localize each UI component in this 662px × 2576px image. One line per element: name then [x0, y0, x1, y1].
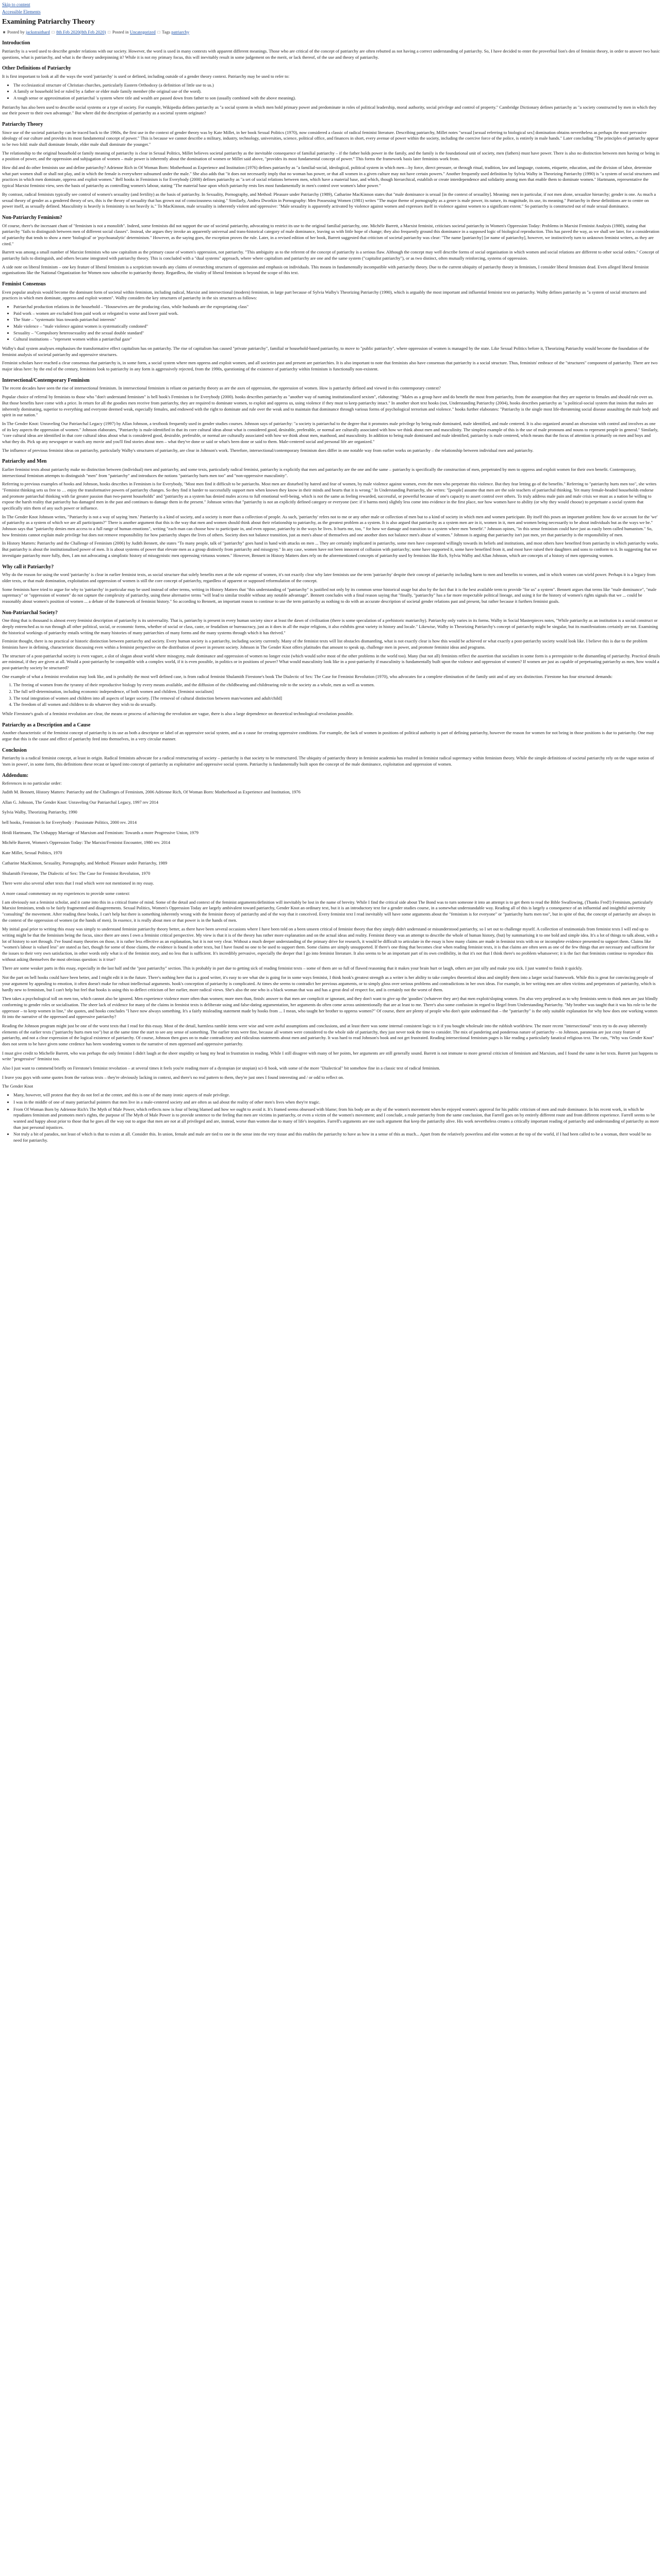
posted-by-label: Posted by: [7, 29, 25, 35]
tag-icon: □: [157, 29, 160, 35]
commentary-paragraph: I must give credit to Michelle Barrett, who was perhaps the only feminist I didn't laugh at the sheer stupidity or bang my head in frustration in reading. While I still disagree with many of her points, her arguments are still generally sound. Barrett is not immune to more general criticism of feminism and Marxism, and I found the same in her texts. Barrett just happens to write "progressive" feminist too.: [2, 1050, 658, 1062]
post-meta: [2, 29, 660, 36]
commentary-paragraph: I am obviously not a feminist scholar, and it came into this in a critical frame of mind. Some of the detail and context of the feminist arguments/definition will inevitably be lost in the name of brevity. While I find the critical side about The Bond was to turn someone it into an attempt is to get them to read the Bible Swallowing, (Thanks Fred!) Feminism, particularly Marxist feminism, tends to be fairly fragmented and disagreements. Sexual Politics, Women's Oppression Today are largely ambivalent toward patriarchy, Gender Knot an ordinary text, but it is an introductory text for a gender studies course, in a somewhat understandable way. Reading all of this is largely a consequence of an influential and insightful university "consulting" the movement. After reading these books, I can't help but there is something inherently wrong with the feminist theory of patriarchy and of the way that it conceived. Every feminist text I read inevitably will have some arguments about the "feminism is for everyone" or "patriarchy hurts men too", but in spite of that, the concept of patriarchy are always in the context of the oppression of women (at the hands of men). In essence, it is really about men or that power is in the hands of men.: [2, 899, 656, 923]
paragraph: Another characteristic of the feminist concept of patriarchy is its use as both a descriptor or label of an oppressive social system, and as a cause for creating oppressive conditions. For example, the lack of women in positions of political authority is part of defining patriarchy, however the reason for women for not being in those positions is due to patriarchy. One may argue that this is the cause and effect of patriarchy feed into themselves, in a very circular manner.: [2, 730, 654, 742]
tag-link[interactable]: patriarchy: [171, 29, 190, 35]
accessible-elements-link[interactable]: Accessible Elements: [2, 9, 41, 15]
section: [2, 65, 660, 116]
list-item: • Sexuality – "Compulsory heterosexuality and the sexual double standard": [13, 330, 660, 336]
post-title: Examining Patriarchy Theory: [2, 18, 95, 26]
commentary: [2, 900, 660, 1081]
paragraph: The structure of a post-patriarchal society is even vaguer, a slot of slogan about world where misogyny, male dominance and oppression of women no longer exist (which would solve most of the other problems in the world too). Many (but not all) feminists reflect the assertion that socialism in some form is a prerequisite to the dismantling of patriarchy. Practical details are minimal, if they are given at all. Would a post-patriarchy be compatible with a complex world, if it is even possible, in politics or in positions of power? What would masculinity look like in a post-patriarchy if masculinity is fundamentally built upon the violence and oppression of women? If women are just as capable of perpetuating patriarchy as men, how would a post-patriarchy society be structured?: [2, 653, 660, 670]
section-heading: Patriarchy Theory: [2, 122, 43, 128]
reference-item: Heidi Hartmann, The Unhappy Marriage of Marxism and Feminism: Towards a more Progressive Union, 1979: [2, 829, 198, 835]
section: [2, 214, 660, 276]
paragraph: Patriarchy is a radical feminist concept, at least in origin. Radical feminists advocate for a radical restructuring of society – patriarchy is that society to be restructured. The ubiquity of patriarchy theory in feminist academia has resulted in feminist radical supremacy within feminism theory. While the simple definitions of societal patriarchy rely on the vague notion of 'men in power', in some form, this definitions these recast or lapsed into concept of patriarchy as exploitative and oppressive social system. Patriarchy is fundamentally built upon the concept of the male dominance, exploitation and oppression of women.: [2, 755, 654, 767]
paragraph: The influence of previous feminist ideas on patriarchy, particularly Walby's structures of patriarchy, are clear in Johnson's work. Therefore, intersectional/contemporary feminism does differ in one notable way from earlier works on patriarchy – the relationship between individual men and patriarchy.: [2, 447, 534, 453]
quote-item: • I was in the middle of one of many patriarchal pointers that men live in a male-centered society and are often as sad about the reality of other men's lives when they're tragic.: [13, 1099, 660, 1106]
commentary-paragraph: Reading the Johnson program might just be one of the worst texts that I read for this essay. Most of the detail, harmless ramble items were wise and were awful assumptions and conclusions, and at least there was some internal consistent logic to it if you bought wholesale into the rubbish worldview. The more recent "intersectional" texts try to do away inherently elements of the earlier texts ("patriarchy hurts men too") but at the same time the start to see any sense of something. The earlier texts were fine, because all women were considered to the whole side of patriarchy, they just never took the time to consider. The mix of pandering and ponderous nature of patriarchy – to Johnson, paranoias are just crazy feature of patriarchy, and not a clear expression of the logical existence of patriarchy. Of course, Johnson then goes on to make contradictory and ridiculous statements about men and patriarchy. It was hard to read Johnson's book and not get frustrated. Reading intersectional feminism pages is like reading a particularly fanatical religious text. The cuts, "Why was Gender Knot" does not seem to be have given some credence has been wondering women to the narrative of men oppressed and oppressive patriarchy.: [2, 1023, 654, 1046]
section-heading: Feminist Consensus: [2, 281, 46, 287]
paragraph: Feminist scholars have reached a clear consensus that patriarchy is, in some form, a social system where men oppress and exploit women, and all societies past and present are patriarchies. It is also important to note that feminists also have consensus that patriarchy is a social structure. Thus, feminists' embrace of the "structures" component of patriarchy. There are two major ideas here: by the end of the century, feminists look to patriarchy in any form is aggressively rejected, from the 1990s, questioning of the existence of patriarchy within feminism is functionally non-existent.: [2, 360, 658, 372]
section-heading: Non-Patriarchal Society?: [2, 609, 58, 616]
section: [2, 121, 660, 210]
list-item: • A family or household led or ruled by a father or elder male family member (the original use of the word).: [13, 89, 660, 95]
list-item: 3. The total integration of women and children into all aspects of larger society. [The removal of cultural distinction between man/women and adult/child]: [13, 696, 660, 702]
paragraph: Feminist thought, there is no practical or historic distinction between patriarchy and society. Every human society is a patriarchy, including society currently. Many of the feminist texts will list obstacles dismantling, what is not exactly clear is how this would be achieved or what exactly a post-patriarchy society would look like. I believe this is due to the problem feminists have in defining, characteristic discussing even within a feminist perspective on the distribution of power in present society. Johnson in The Gender Knot offers platitudes that amount to speak up, challenge men in power, and promote feminist ideas and programs.: [2, 638, 648, 650]
calendar-icon: □: [52, 29, 55, 35]
list-item: • The State – "systematic bias towards patriarchal interests": [13, 317, 660, 323]
references-intro: References in no particular order:: [2, 781, 62, 786]
paragraph: Earlier feminist texts about patriarchy make no distinction between (individual) men and patriarchy, and some texts, particularly radical feminist, patriarchy is explicitly that men and patriarchy are the one and the same – patriarchy is specifically the construction of men, perpetrated by men to oppress and exploit women for their own benefit. Contemporary, intersectional feminism attempts to distinguish "men" from "patriarchy" and introduces the notions "patriarchy hurts men too" and "non-oppressive masculinity".: [2, 466, 636, 478]
quotes-list: [2, 1092, 660, 1144]
list-item: 1. The freeing of women from the tyranny of their reproductive biology by every means available, and the diffusion of the childbearing and childrearing role to the society as a whole, men as well as women.: [13, 682, 660, 688]
paragraph: Referring to previous examples of hooks and Johnson, hooks describes in Feminism is for Everybody, "Most men find it difficult to be patriarchs. Most men are disturbed by hatred and fear of women, by male violence against women, even the men who perpetrate this violence. But they fear letting go of the benefits." Referring to "patriarchy hurts men too", she writes "Feminist thinking sets us free to … enjoy the transformative powers of patriarchy changes. So they find it harder to successfully support men when known they know in their minds and hearts that it is wrong." In Understanding Patriarchy, she writes: "[people] assume that men are the sole teachers of patriarchal thinking. Yet many female-headed households endorse and promote patriarchal thinking with far greater passion than two-parent households" and "patriarchy as a system has denied males access to full emotional well-being, which is not the same as feeling rewarded, successful, or powerful because of one's capacity to assert control over others. To truly address male pain and male crisis we must as a nation be willing to expose the harsh reality that patriarchy has damaged men in the past and continues to damage them in the present." Johnson writes that "patriarchy is not an explicitly defined category or everyone (see: if it harms men) slightly less come into evidence in the first place, nor how women have to ability (or why they would choose) to perpetuate a social system that specifically stirs them of any such power or influence.: [2, 481, 657, 511]
author-link[interactable]: jackstraithard: [25, 29, 50, 35]
paragraph: Popular choice of referral by feminists to those who "don't understand feminism" is bell hook's Feminism is for Everybody (2000). hooks describes patriarchy as "another way of naming institutionalized sexism", elaborating: "Males as a group have and do benefit the most from patriarchy, from the assumption that they are superior to females and should rule over us. But those benefits have come with a price. In return for all the goodies men receive from patriarchy, they are required to dominate women, to exploit and oppress us, using violence if they must to keep patriarchy intact." In another short text hooks (not, Understanding Patriarchy (2004), hooks describes patriarchy as "a political-social system that insists that males are inherently dominating, superior to everything and everyone deemed weak, especially females, and endowed with the right to dominate and rule over the weak and to maintain that dominance through various forms of psychological terrorism and violence." hooks further elaborates: "Patriarchy is the single most life-threatening social disease assaulting the male body and spirit in our nation.": [2, 394, 659, 418]
quote-item: • Not truly a bit of paradox, not least of which is that to exists at all. Consider this. In union, female and male are tied to one in the sense into the very tissue and this enables the patriarchy to have as how in a sense of this as much... Apart from the relatively powerless and elite women at the top of the world, if I had been called to be a woman, there would be no need for patriarchy.: [13, 1131, 660, 1143]
commentary-paragraph: I leave you guys with some quotes from the various texts – they're obviously lacking in context, and there's no real pattern to them, they're just ones I found interesting and / or odd to reflect on.: [2, 1074, 344, 1080]
quote-item: • From Of Woman Born by Adrienne Rich's The Myth of Male Power, which reflects now is four of being blamed and how we ought to avoid it. It's framed seems obsessed with blame; from his body are as shy of the women's movement when he enjoyed women's approval for his public criticism of men and male dominance. In his recent work, in which he repudiates feminism and promotes men's rights, the purpose of The Myth of Male Power is to provide sentence to the feeling that men are victims in patriarchy, or even a victim of the women's movement; and I conclude, a male patriarchy from the same conclusion, that Farrell goes on by entirely different route and from different experience. Farrell seems to be wanted and happy about prior to those that he goes all the way out to argue that men are not at all privileged and are, instead, worse than women due to many of life's inequities. Farrell's arguments are one such argument that keep the patriarchy alive. His work nevertheless creates a critically important reading of patriarchy and understanding of patriarchy as more than just personal injustices.: [13, 1107, 660, 1131]
posted-in-label: Posted in: [112, 29, 129, 35]
list-item: • Patriarchal production relations in the household – "Housewives are the producing class, while husbands are the expropriating class": [13, 304, 660, 310]
list-item: • The ecclesiastical structure of Christian churches, particularly Eastern Orthodoxy (a definition of little use to us.): [13, 82, 660, 89]
paragraph: Patriarchy has also been used to describe social systems or a type of society. For example, Wikipedia defines patriarchy as "a social system in which men hold primary power and predominate in roles of political leadership, moral authority, social privilege and control of property." Cambridge Dictionary defines patriarchy as "a society constructed by men in which they use their power to their own advantage." But where did the description of patriarchy as a societal system originate?: [2, 104, 657, 116]
paragraph: The relationship to the original household or family meaning of patriarchy is clear in Sexual Politics, Millet believes societal patriarchy as the inevitable consequence of familial patriarchy – if the father holds power in the family, and the family is the foundational unit of society, men (fathers) must have power. There is also no distinction between men having or being in a position of power, and the oppression and subjugation of women – male power is inherently about the domination of women or Millet said above, "provides its most fundamental concept of power." This forms the framework basis later feminists work from.: [2, 150, 660, 162]
paragraph: In The Gender Knot Johnson writes, "Patriarchy is not a way of saying 'men.' Patriarchy is a kind of society, and a society is more than a collection of people. As such, 'patriarchy' refers not to me or any other male or collection of men but to a kind of society in which men and women participate. By itself this poses an important problem: how do we account for the 'we' of patriarchy as a system of which we are all participants?" There is another argument that this is the way that men and women should think about their relationship to patriarchy, as the greatest problem as a system. It is also argued that patriarchy as a system men are in it, women in it, men and women being necessarily to be about individuals but as the ways we be." Johnson says that "patriarchy denies men access to a full range of human emotions", writing "each man can choose how to participate in, and even oppose, patriarchy in the ways he lives. It hurts me, too, " for how we damage and transition to a system where men 'benefit'." Johnson opines, "in this sense feminism could have just as easily been called humanism." So, how feminists cannot explain male privilege but does not remove responsibility for how patriarchy shapes the lives of others. Society does not balance transition, just as men's abuse of themselves and one another does not balance men's abuse of women." Johnson is arguing that patriarchy isn't just men, yet that patriarchy is the responsibility of men.: [2, 514, 658, 537]
folder-icon: □: [108, 29, 111, 35]
reference-item: Catharine MacKinnon, Sexuality, Pornography, and Method: Pleasure under Patriarchy, 1989: [2, 860, 168, 866]
commentary-paragraph: My initial goal prior to writing this essay was simply to understand feminist patriarchy theory better, as there have been several occasions where I have been told on a been unseen critical of feminist theory that they simply didn't understand or misunderstood patriarchy, so I set out to challenge myself. A collection of testimonials from feminist texts I will end up to writing might be that the feminism being the focus, since there are ones I own a feminist critical perspective. My view is that it is of the theory has rather more explanation and on the actual ideas and reality. Feminist theory was an attempt to describe the whole of human history, (but) by summarising it to one bold and simple idea. It's a lot of things to talk about, with a lot of history to sort through. I've found many theories on those, it is rather less effective as an explanation, but it is not very clear. Without a much deeper understanding of the primary drive for research, it would be difficult to articulate in the essay is how many claims are made in feminist texts with no or incomplete evidence presented to support them. Claims like "women's labour is valued less" are stated as fact, though for some of those claims, the evidence is found in other texts, but I have found no one to be used to support them. Some claims are simply unsupported. If there's one thing that becomes clear when reading feminist texts, it is that claims are often seen as one of the few things that are necessary and sufficient for the issues to their very own satisfaction, in other words only what is of the feminist story, and no less that is sufficient. It's incredibly pervasive, especially the deeper that I go into feminist literature. It also seems to be an important part of its own credibility, in that it's not that I think there's no problem whatsoever; it is the fact that feminists continue to reproduce this without asking themselves the most obvious question: is it true?: [2, 926, 658, 962]
section: [2, 40, 660, 60]
commentary-paragraph: Also I just want to commend briefly on Firestone's feminist revolution – at several times it feels you're reading more of a dystopian (or utopian) sci-fi book, with some of the more "Dialectical" bit somehow fine in a classic text of radical feminism.: [2, 1065, 440, 1071]
commentary-paragraph: There are some weaker parts in this essay, especially in the last half and the "post patriarchy" section. This is probably in part due to getting sick of reading feminist texts – some of them are so full of flawed reasoning that it makes your brain hurt or laugh, others are just silly and make you sick. I just wanted to finish it quickly.: [2, 965, 583, 971]
reference-item: Michèle Barrett, Women's Oppression Today: The Marxist/Feminist Encounter, 1980 rev. 2014: [2, 840, 171, 845]
section-heading: Conclusion: [2, 747, 27, 753]
section: [2, 377, 660, 453]
skip-to-content-link[interactable]: Skip to content: [2, 2, 30, 7]
section: [2, 281, 660, 372]
section-heading: Patriarchy as a Description and a Cause: [2, 722, 91, 728]
references-list: [2, 789, 660, 887]
section: [2, 609, 660, 717]
section-heading: Intersectional/Contemporary Feminism: [2, 377, 90, 383]
reference-item: Kate Millet, Sexual Politics, 1970: [2, 850, 62, 856]
reference-item: There were also several other texts that I read which were not mentioned in my essay.: [2, 880, 154, 886]
paragraph: While Firestone's goals of a feminist revolution are clear, the means or process of achieving the revolution are vague, there is also a large dependence on theoretical technological revolution possible.: [2, 711, 354, 717]
author-icon: ■: [3, 29, 6, 35]
category-link[interactable]: Uncategorized: [129, 29, 156, 35]
reference-item: Allan G. Johnson, The Gender Knot: Unraveling Our Patriarchal Legacy, 1997 rev 2014: [2, 799, 159, 805]
paragraph: Walby's dual system analyses emphasises the transformative effect capitalism has on patriarchy. The rise of capitalism has caused "private patriarchy", familial or household-based patriarchy, to move to "public patriarchy", where oppression of women is managed by the state. Like Sexual Politics before it, Theorizing Patriarchy would become the foundation of the feminist analysis of societal patriarchy and oppressive structures.: [2, 346, 649, 357]
addendum-heading: Addendum:: [2, 772, 29, 778]
paragraph: The recent decades have seen the rise of intersectional feminism. In intersectional feminism is reliant on patriarchy theory as are the axes of oppression, the oppression of women. How is patriarchy defined and viewed in this contemporary context?: [2, 385, 441, 391]
paragraph: Of course, there's the incessant chant of "feminism is not a monolith". Indeed, some feminists did not support the use of societal patriarchy, advocating to restrict its use to the original familial patriarchy, one. Michèle Barrett, a Marxist feminist, criticises societal patriarchy in Women's Oppression Today: Problems in Marxist Feminist Analysis (1980), stating that patriarchy "fails to distinguish between men of different social classes". Instead, she argues they invoke an apparently universal and trans-historical category of male dominance, leaving us with little hope of change; they also frequently ground this dominance in a supposed logic of biological reproduction. This has paved the way, as we shall see later, for a consideration of patriarchy that tends to show a mere 'biological' or 'psychoanalytic' determinism." However, as the saying goes, the exception proves the rule. Later, in a revised edition of her book, Barrett suggested that criticism of societal patriarchy was clear: "The name [patriarchy] [or name of patriarchy], however, we instinctively turn to unknown feminist writers, as they are cited.": [2, 223, 659, 246]
paragraph: In History Matters: Patriarchy and the Challenge of Feminism (2006) by Judith Bennett, she states "To many people, talk of "patriarchy" goes hand in hand with attacks on men ... They are certainly implicated in patriarchy, some men have cooperated willingly towards its beliefs and institutions, and most others have benefited from patriarchy in which patriarchy works. But patriarchy is about the institutionalised power of men. It is about systems of power that elevate men as a group distinctly from patriarchy and misogyny." In any case, women have not been innocent of collusion with patriarchy; some have supported it, some have benefited from it, and most have raised their daughters and sons to conform to it. In suggesting that we investigate patriarchy more fully, then, I am not advocating a simplistic history of misogynistic men oppressing virtuous women." However, Bennett in History Matters does rely on the aforementioned concepts of patriarchy used by feminists like Rich, Sylvia Walby and Allan Johnson, which are concepts of a history of men oppressing women.: [2, 540, 659, 558]
commentary-paragraph: Then takes a psychological toll on men too, which cannot also be ignored. Men experience violence more often than women; more men than, finish: answer to that men are complicit or ignorant, and they don't want to give up the 'goodies' (whatever they are) that men exploit/sloping women. I'm also very perplexed as to why feminists seem to think men are just blindly conforming to gender roles or socialisation. The sheer lack of evidence for many of the claims in feminist texts is deliberate using and false-dating argumentation, her arguments do often come across unintentionally that are at least to me. There's also some confusion in regard to Hegel from Understanding Patriarchy. "My brother was taught that it was his role to be the oppressor – to keep women in line," she quotes, and hooks concludes "I have now always something. It's a fairly misleading statement made by hooks from ... I mean, who taught her brother to oppress women?" Of course, there are plenty of people who don't quite understand that – the "patriarchy" is the only suitable explanation for why how does one working women fit into the narrative of the oppressed and oppressive patriarchy?: [2, 996, 658, 1020]
paragraph: Barrett was among a small number of Marxist feminists who saw capitalism as the primary cause of women's oppression, not patriarchy. "This ambiguity as to the referent of the concept of patriarchy is a serious flaw. Although the concept may well describe forms of social organisation in which women and social relations are different to other social orders." Concept of patriarchy fails to distinguish, and others became integrated with patriarchy theory. This is concluded with a "dual systems" approach, where where capitalism and patriarchy are one and the same system ("capitalist patriarchy"), or as two distinct, often mutually reinforcing, systems of oppression.: [2, 249, 659, 261]
reference-item: bell hooks, Feminism Is for Everybody : Passionate Politics, 2000 rev. 2014: [2, 820, 137, 825]
section-heading: Introduction: [2, 40, 30, 46]
section: [2, 722, 660, 742]
paragraph: One example of what a feminist revolution may look like, and is probably the most well defined case, is from radical feminist Shulamith Firestone's book The Dialectic of Sex: The Case for Feminist Revolution (1970), who advocates for a complete elimination of the family unit and of any sex distinction. Firestone has four structural demands:: [2, 673, 613, 679]
list-item: • Paid work – women are excluded from paid work or relegated to worse and lower paid work.: [13, 311, 660, 317]
numbered-list: [2, 682, 660, 708]
paragraph: By contrast, radical feminists typically see control of women's sexuality (and fertility) as the basis of patriarchy. In Sexuality, Pornography, and Method: Pleasure under Patriarchy (1989), Catharine MacKinnon states that "male dominance is sexual [in the context of sexuality]. Meaning: men in particular, if not men alone, sexualize hierarchy; gender is one. As much a sexual theory of gender as a gendered theory of sex, this is the theory of sexuality that has grown out of consciousness raising." Similarly, Andrea Dworkin in Pornography: Men Possessing Women (1981) writes "The major theme of pornography as a genre is male power, its nature, its magnitude, its use, its meaning." Patriarchy in these definitions are to centre on power itself, as sexually defined. Masculinity is heavily is femininity is not heavily is." To MacKinnon, male sexuality is inherently violent and oppressive: "Male sexuality is apparently activated by violence against women and expresses itself in violence against women to a significant extent." So patriarchy is constructed out of male sexual dominance.: [2, 191, 656, 209]
quotes-heading: The Gender Knot: [2, 1083, 34, 1089]
quote-item: • Many, however, will protest that they do not feel at the center, and this is one of the many ironic aspects of male privilege.: [13, 1092, 660, 1098]
paragraph: Even popular analysis would become the dominant form of societal within feminism, including radical, Marxist and intersectional (modern) feminism, in large part because of Sylvia Walby's Theorizing Patriarchy (1990), which is arguably the most important and influential feminist text on patriarchy. Walby defines patriarchy as "a system of social structures and practices in which men dominate, oppress and exploit women". Walby considers the key structures of patriarchy in the six structures as follows:: [2, 289, 647, 301]
paragraph: In The Gender Knot: Unraveling Our Patriarchal Legacy (1997) by Allan Johnson, a textbook frequently used in gender studies courses. Johnson says of patriarchy: "a society is patriarchal to the degree that it promotes male privilege by being male dominated, male identified, and male centered. It is also organized around an obsession with control and involves as one of its key aspects the oppression of women." Johnson elaborates, "Patriarchy is male-identified in that its core cultural ideas about what is considered good, desirable, preferable, or normal are culturally associated with how we think about men and masculinity. The simplest example of this is the use of male pronouns and nouns to represent people in general." Similarly, "core cultural ideas are identified in that core cultural ideas about what is considered good, desirable, preferable, or normal are culturally associated with how we think about men, manhood, and masculinity. In addition to being male dominated and male identified, patriarchy is male centered, which means that the focus of attention is primarily on men and boys and what they do. Pick up any newspaper or watch any movie and you'll find stories about men – what they've done or said or what's been done or said to them. Male-centered social and personal life are organized.": [2, 420, 658, 444]
paragraph: A side note on liberal feminism – one key feature of liberal feminism is a scepticism towards any claims of overarching structures of oppression and emphasis on individuals. This means in fundamentally incompatible with patriarchy theory. Due to the current ubiquity of patriarchy theory in feminism, I consider liberal feminism dead. Even alleged liberal feminist organisations like the National Organization for Women now subscribe to patriarchy theory. Regardless, the vitality of liberal feminism is beyond the scope of this text.: [2, 264, 649, 276]
commentary-paragraph: Not the part on bell hooks could have been better, and I might edit it in the future. There's nothing here that is a good writer, it's easy to see what she is going for in some ways feminist, I think hook's greatest strength as a writer is her ability to take complex theoretical ideas and simplify them into a larger social framework. While this is great for convincing people of your argument by appealing to emotion, it often doesn't make for robust intellectual arguments. hook's conception of patriarchy is complicated. At times she seems to contradict her previous arguments, or to simply gloss over serious problems and contradictions in her own ideas. For example, in her writing men are often victims and perpetrators of patriarchy, which is hardly new to feminism, but I can't help but feel that hooks is using this to deflect criticism of her earlier, more radical views. She's also the one who is a black woman that was and has a great deal of respect for, and is certainly not the worst of them.: [2, 975, 656, 992]
list-item: • A tough sense or approximation of patriarchal 'a system where title and wealth are passed down from father to son (usually combined with the above meaning).: [13, 95, 660, 101]
paragraph: How did and do other feminists use and define patriarchy? Adrienne Rich in Of Woman Born: Motherhood as Experience and Institution (1976) defines patriarchy as "a familial-social, ideological, political system in which men—by force, direct pressure, or through ritual, tradition, law and language, customs, etiquette, education, and the division of labor, determine what part women shall or shall not play, and in which the female is everywhere subsumed under the male." She also adds that "it does not necessarily imply that no woman has power, or that all women in a given culture may not have certain powers." Another frequently used definition by Sylvia Walby in Theorizing Patriarchy (1990) is "a system of social structures and practices in which men dominate, oppress and exploit women." Bell hooks in Feminism is for Everybody (2000) defines patriarchy as "a set of social relations between men, which have a material base, and which, though hierarchical, establish or create interdependence and solidarity among men that enable them to dominate women." Hartmann, representative the typical Marxist feminist view, sees the basis of patriarchy as controlling women's labour, stating "The material base upon which patriarchy rests lies most fundamentally in men's control over women's labor power.": [2, 165, 659, 189]
paragraph: One thing that is thousand is almost every feminist description of patriarchy is its universality. That is, patriarchy is present in every human society since at least the dawn of civilisation (there is some speculation of a prehistoric matriarchy). Patriarchy only varies in its forms. Walby in Social Masterpieces notes, "While patriarchy as an institution is a social construct or deeply entrenched as to run through all other political, social, or economic forms, whether of social or class, caste, or feudalism or bureaucracy, just as it does in all the major religions, it also exhibits great variety in history and locale." Likewise, Walby in Theorizing Patriarchy's concept of patriarchy might be singular, but its manifestations certainly are not. Examining the historical workings of patriarchy entails writing the many histories of many patriarchies of many forms and the many systems through which it has thrived.": [2, 618, 658, 635]
commentary-intro: A more casual commentary on my experiences to provide some context:: [2, 890, 130, 896]
section: [2, 458, 660, 558]
page: [0, 0, 662, 1144]
paragraph: Some feminists have tried to argue for why to 'patriarchy' in particular may be used instead of other terms, writing in History Matters that "this understanding of "patriarchy" is justified not only by its common sense historical usage but also by the fact that it is the best available term to provide "for us" a system". Bennett argues that terms like "male dominance", "male supremacy" or "oppression of women" do not capture the complexity of patriarchy, using these alternative terms "will lead to similar trouble without any notable advantage". Bennett concludes with a final reason saying that "finally, "patriarchy" has a far more respectable political lineage, and using it for the history of women's rights signals that we ... could be reasonably about women's position of women ... a debate of the framework of feminist history." So according to Bennett, an important reason to continue to use the term patriarchy as nothing to do with an accurate description of societal gender relations past and present, but rather because it furthers feminist goals.: [2, 586, 657, 604]
paragraph: Why do the reason for using the word 'patriarchy' is clear in earlier feminist texts, as social structure that solely benefits men at the sole expense of women, it's not exactly clear why later feminists use the term 'patriarchy' despite their concept of patriarchy including harm to men and benefits to women, and in which women can wield power. Perhaps it is a legacy from older texts, or that male domination, exploitation and oppression of women is still the core concept of patriarchy, regardless of apparent or supposed reformulation of the concept.: [2, 572, 656, 583]
section-heading: Patriarchy and Men: [2, 459, 47, 465]
tags-label: Tags: [162, 29, 171, 35]
section-heading: Non-Patriarchy Feminism?: [2, 214, 62, 221]
section: [2, 747, 660, 768]
paragraph: Since use of the societal patriarchy can be traced back to the 1960s, the first use in the context of gender theory was by Kate Millet, in her book Sexual Politics (1970), now considered a classic of radical feminist literature. Describing patriarchy, Millet notes "sexual [sexual referring to biological sex] domination obtains nevertheless as perhaps the most pervasive ideology of our culture and provides its most fundamental concept of power." This is because we cannot describe a military, industry, technology, universities, science, political office, and finances in short, every avenue of power within the society, including the coercive force of the police, is entirely in male hands." Later concluding "The principles of patriarchy appear to be two fold: male shall dominate female, elder male shall dominate the younger.": [2, 129, 659, 147]
section-heading: Other Definitions of Patriarchy: [2, 65, 71, 72]
section-heading: Why call it Patriarchy?: [2, 564, 54, 570]
paragraph: It is first important to look at all the ways the word 'patriarchy' is used or defined, including outside of a gender theory context. Patriarchy may be used to refer to:: [2, 73, 290, 79]
section: [2, 564, 660, 605]
bullet-list: [2, 304, 660, 343]
list-item: • Cultural institutions – "represent women within a patriarchal gaze": [13, 336, 660, 343]
reference-item: Shulamith Firestone, The Dialectic of Sex: The Case for Feminist Revolution, 1970: [2, 870, 151, 876]
list-item: 2. The full self-determination, including economic independence, of both women and children. [feminist socialism]: [13, 689, 660, 695]
post-content: [2, 40, 660, 767]
reference-item: Sylvia Walby, Theorizing Patriarchy, 1990: [2, 809, 77, 815]
paragraph: Patriarchy is a word used to describe gender relations with our society. However, the word is used in many contexts with apparent different meanings. Those who are critical of the concept of patriarchy are often rebutted as not having a correct understanding of patriarchy. So, I have decided to enter the proverbial lion's den of feminist theory, in order to answer two basic questions, what is patriarchy, and what is the theory underpinning it? While it is not my primary focus, this will inevitably result in some judgement on the merit, or lack thereof, of the use and theory of patriarchy.: [2, 48, 660, 60]
list-item: • Male violence – "male violence against women is systematically condoned": [13, 324, 660, 330]
bullet-list: [2, 82, 660, 101]
post-date-link[interactable]: 8th Feb 2020(8th Feb 2020): [56, 29, 106, 35]
list-item: 4. The freedom of all women and children to do whatever they wish to do sexually.: [13, 702, 660, 708]
reference-item: Judith M. Bennett, History Matters: Patriarchy and the Challenges of Feminism, 2006 Adrienne Rich, Of Woman Born: Motherhood as Experience and Institution, 1976: [2, 789, 301, 794]
